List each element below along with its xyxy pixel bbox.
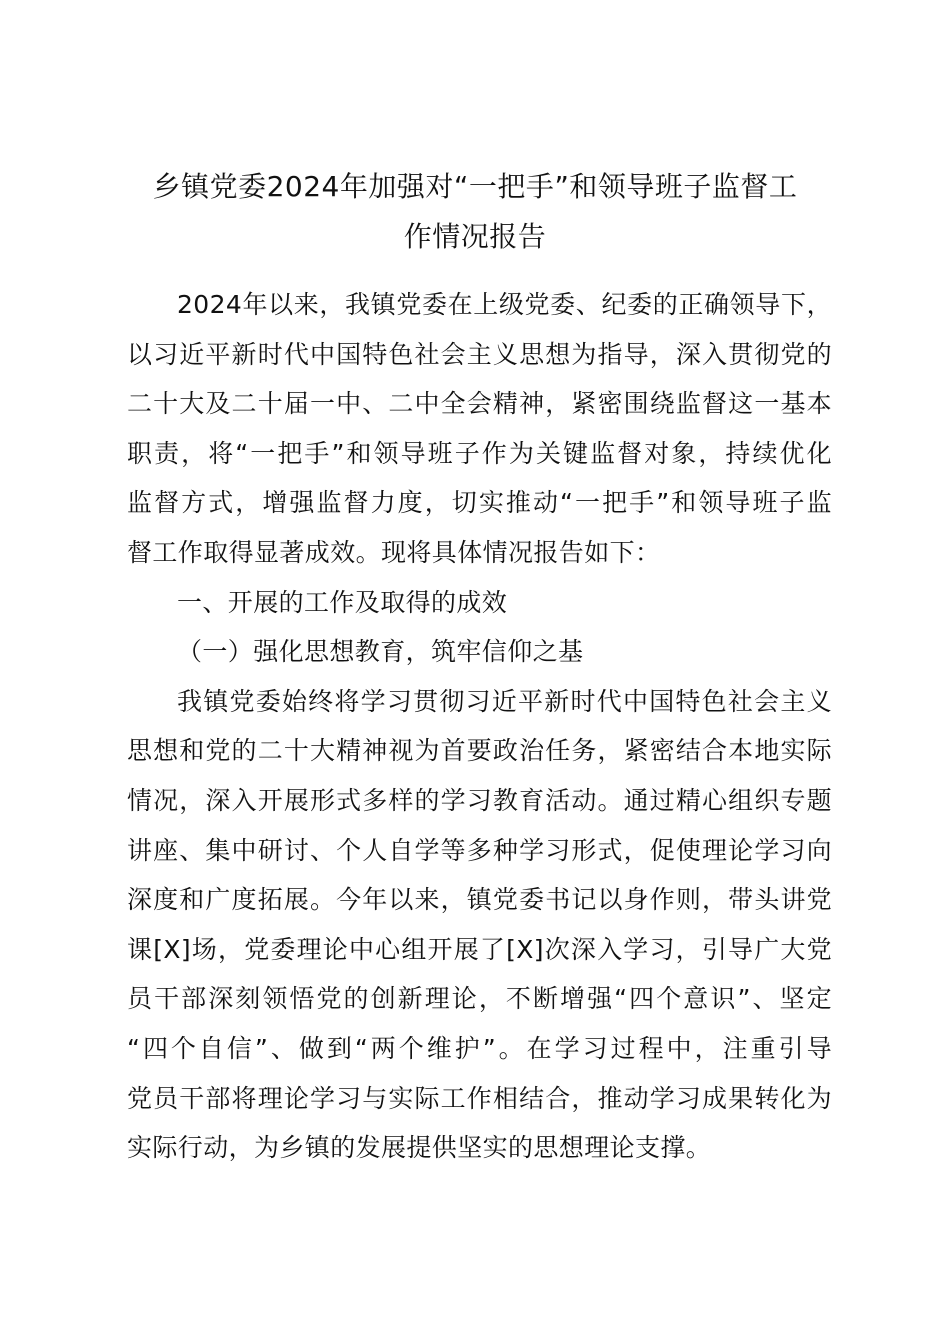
- paragraph-2-line-7: 员干部深刻领悟党的创新理论，不断增强“四个意识”、坚定: [127, 984, 832, 1014]
- paragraph-1-line-3: 二十大及二十届一中、二中全会精神，紧密围绕监督这一基本: [127, 389, 832, 419]
- document-body: [127, 280, 832, 1173]
- paragraph-2-line-9: 党员干部将理论学习与实际工作相结合，推动学习成果转化为: [127, 1083, 832, 1113]
- paragraph-2-line-3: 情况，深入开展形式多样的学习教育活动。通过精心组织专题: [127, 785, 832, 815]
- paragraph-1-line-6: 督工作取得显著成效。现将具体情况报告如下：: [127, 537, 661, 567]
- paragraph-1-line-2: 以习近平新时代中国特色社会主义思想为指导，深入贯彻党的: [127, 339, 832, 369]
- paragraph-2-line-8: “四个自信”、做到“两个维护”。在学习过程中，注重引导: [127, 1033, 832, 1063]
- paragraph-2-line-5: 深度和广度拓展。今年以来，镇党委书记以身作则，带头讲党: [127, 885, 832, 915]
- paragraph-2-line-10: 实际行动，为乡镇的发展提供坚实的思想理论支撑。: [127, 1133, 712, 1163]
- title-line-1: 乡镇党委2024年加强对“一把手”和领导班子监督工: [152, 170, 798, 203]
- section-heading-1: 一、开展的工作及取得的成效: [177, 587, 508, 617]
- title-line-2: 作情况报告: [403, 220, 547, 253]
- paragraph-2-line-2: 思想和党的二十大精神视为首要政治任务，紧密结合本地实际: [127, 736, 832, 766]
- document-title: [110, 162, 840, 262]
- paragraph-2-line-4: 讲座、集中研讨、个人自学等多种学习形式，促使理论学习向: [127, 835, 832, 865]
- paragraph-2-line-6: 课[X]场，党委理论中心组开展了[X]次深入学习，引导广大党: [127, 934, 832, 964]
- paragraph-1-line-1: 2024年以来，我镇党委在上级党委、纪委的正确领导下，: [177, 290, 832, 319]
- paragraph-1-line-4: 职责，将“一把手”和领导班子作为关键监督对象，持续优化: [127, 438, 832, 468]
- paragraph-2-line-1: 我镇党委始终将学习贯彻习近平新时代中国特色社会主义: [177, 686, 832, 716]
- subsection-heading-1: （一）强化思想教育，筑牢信仰之基: [177, 637, 584, 667]
- paragraph-1-line-5: 监督方式，增强监督力度，切实推动“一把手”和领导班子监: [127, 488, 832, 518]
